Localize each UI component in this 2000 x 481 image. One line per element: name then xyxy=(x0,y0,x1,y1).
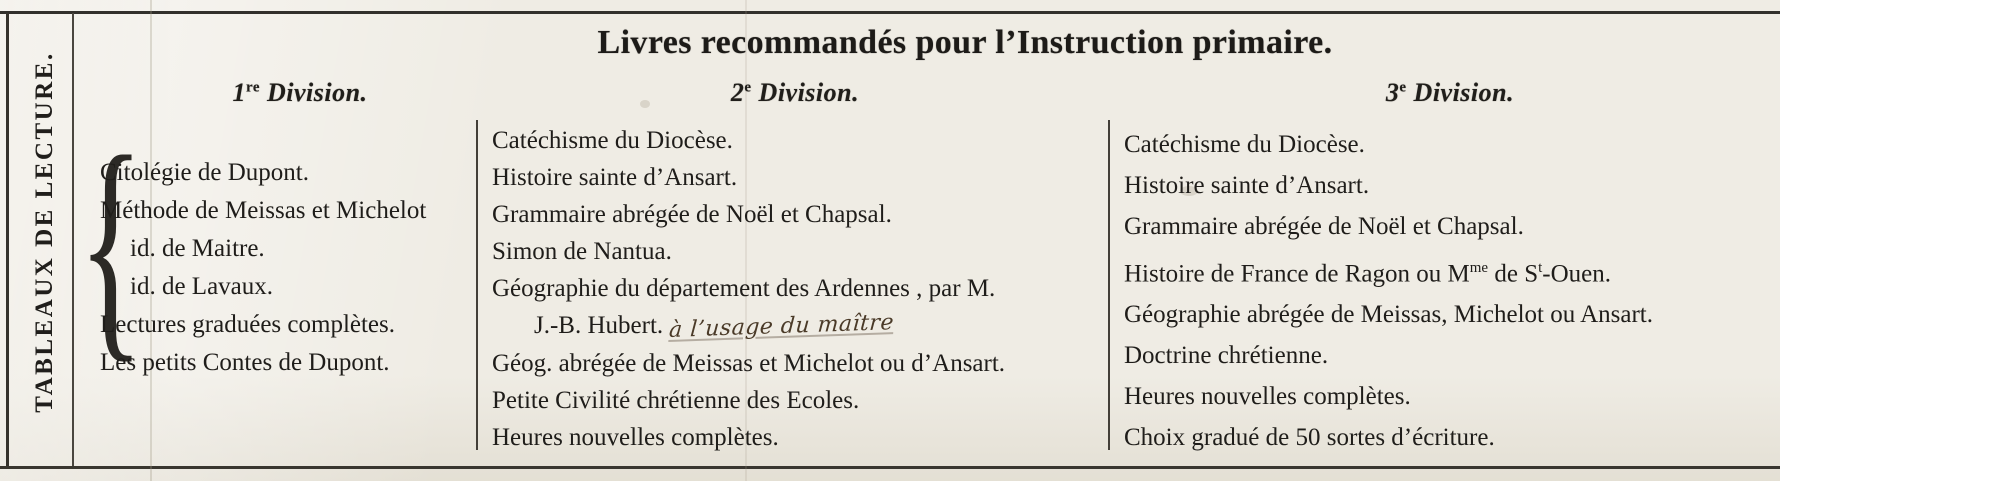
left-brace-decoration: { xyxy=(78,106,144,383)
list-item-continuation xyxy=(492,310,1107,343)
list-item: Les petits Contes de Dupont. xyxy=(100,349,390,376)
list-item-sup: t xyxy=(1538,260,1543,276)
list-item: Choix gradué de 50 sortes d’écriture. xyxy=(1124,424,1495,452)
column-header-1 xyxy=(130,78,470,108)
column-header-3-label: Division. xyxy=(1406,78,1515,107)
list-item-text-mid: de S xyxy=(1488,260,1539,288)
top-rule xyxy=(0,11,1780,14)
column-header-3-number: 3 xyxy=(1385,78,1400,107)
page-right-margin xyxy=(1780,0,2000,481)
list-item: Catéchisme du Diocèse. xyxy=(1124,131,1365,158)
list-item: Géog. abrégée de Meissas et Michelot ou d’Ansart. xyxy=(492,350,1006,377)
list-item-sup: me xyxy=(1469,260,1489,276)
left-frame-rule-outer xyxy=(6,13,9,466)
list-item: Petite Civilité chrétienne des Ecoles. xyxy=(492,387,860,414)
column-separator-1 xyxy=(476,120,478,450)
side-caption: TABLEAUX DE LECTURE. xyxy=(31,51,58,413)
list-item-text: Histoire de France de Ragon ou M xyxy=(1124,260,1470,288)
list-item: id. de Lavaux. xyxy=(130,273,274,300)
list-item: Grammaire abrégée de Noël et Chapsal. xyxy=(492,201,892,228)
column-header-2-number: 2 xyxy=(730,78,745,107)
column-header-1-number: 1 xyxy=(232,78,246,107)
book-list-division-2 xyxy=(492,125,1107,459)
handwritten-annotation: à l’usage du maître xyxy=(668,310,896,343)
list-item: Histoire sainte d’Ansart. xyxy=(1124,172,1370,199)
list-item: Simon de Nantua. xyxy=(492,238,672,265)
list-item: Heures nouvelles complètes. xyxy=(492,424,779,451)
list-item: Géographie abrégée de Meissas, Michelot ou Ansart. xyxy=(1124,301,1654,329)
list-item: Géographie du département des Ardennes , par M. xyxy=(492,275,996,302)
list-item: Heures nouvelles complètes. xyxy=(1124,383,1411,411)
column-header-3 xyxy=(1120,78,1780,108)
list-item: id. de Maitre. xyxy=(130,235,265,262)
page-title: Livres recommandés pour l’Instruction primaire. xyxy=(597,24,1333,61)
bottom-rule xyxy=(0,466,1780,469)
left-frame-rule-inner xyxy=(72,13,74,466)
list-item xyxy=(1124,252,1780,290)
column-header-2 xyxy=(490,78,1100,108)
list-item-continuation-text: J.-B. Hubert. xyxy=(534,312,664,339)
column-separator-2 xyxy=(1108,120,1110,450)
column-header-1-ordinal: re xyxy=(245,79,260,96)
column-header-2-ordinal: e xyxy=(744,79,752,96)
list-item: Méthode de Meissas et Michelot xyxy=(100,197,427,224)
book-list-division-3 xyxy=(1124,129,1780,463)
list-item: Lectures graduées complètes. xyxy=(100,311,396,338)
column-header-3-ordinal: e xyxy=(1399,79,1407,96)
list-item: Citolégie de Dupont. xyxy=(100,159,309,186)
book-list-division-1 xyxy=(100,157,465,385)
column-header-1-label: Division. xyxy=(259,78,368,107)
list-item-text-end: -Ouen. xyxy=(1542,260,1611,288)
list-item: Catéchisme du Diocèse. xyxy=(492,127,733,154)
list-item: Histoire sainte d’Ansart. xyxy=(492,164,738,191)
list-item: Grammaire abrégée de Noël et Chapsal. xyxy=(1124,213,1524,240)
list-item: Doctrine chrétienne. xyxy=(1124,342,1329,370)
column-header-2-label: Division. xyxy=(751,78,860,107)
